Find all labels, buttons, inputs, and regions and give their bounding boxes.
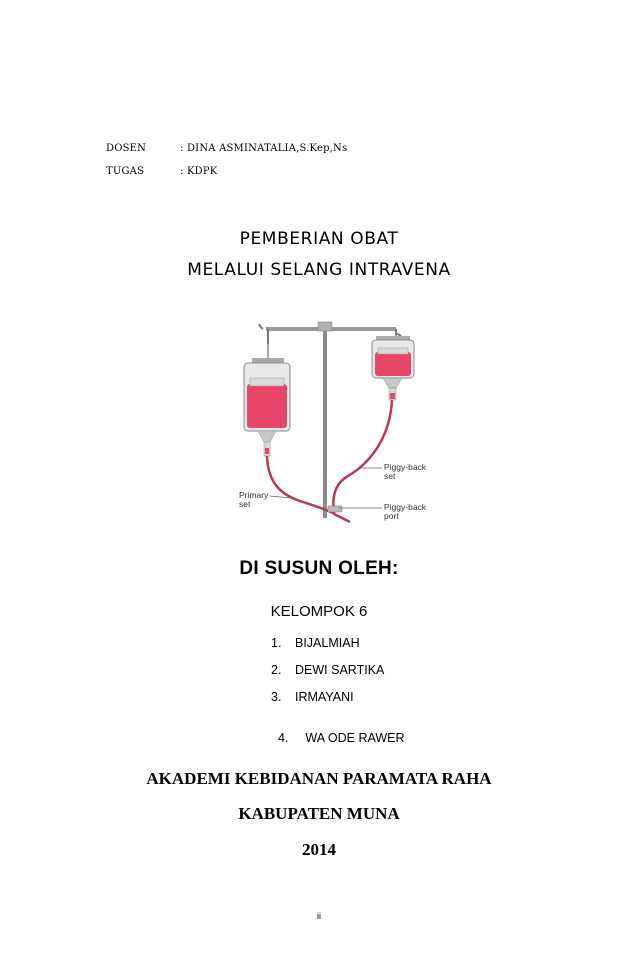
member-3-number: 3.	[271, 690, 282, 704]
piggyback-bag	[372, 340, 414, 400]
institution-region: KABUPATEN MUNA	[238, 804, 400, 823]
institution-name: AKADEMI KEBIDANAN PARAMATA RAHA	[146, 769, 492, 788]
dosen-label: DOSEN	[106, 143, 147, 154]
member-1-name: BIJALMIAH	[295, 636, 360, 650]
member-2-number: 2.	[271, 663, 282, 677]
label-piggy-set-1: Piggy-back	[384, 462, 427, 472]
label-piggy-port-2: port	[384, 511, 399, 521]
member-3-name: IRMAYANI	[295, 690, 354, 704]
member-4	[271, 717, 405, 745]
member-2	[271, 663, 384, 677]
member-4-name: WA ODE RAWER	[301, 731, 405, 745]
label-primary-1: Primary	[239, 490, 269, 500]
tugas-label: TUGAS	[106, 166, 145, 177]
member-4-number: 4.	[277, 731, 289, 745]
piggyback-tubing	[333, 400, 392, 514]
label-piggy-port-1: Piggy-back	[384, 502, 427, 512]
institution-year: 2014	[302, 840, 336, 859]
dosen-value: : DINA ASMINATALIA,S.Kep,Ns	[180, 143, 348, 154]
title-line-2: MELALUI SELANG INTRAVENA	[187, 260, 451, 280]
label-piggy-set-2: set	[384, 471, 396, 481]
title-line-1: PEMBERIAN OBAT	[239, 229, 399, 249]
member-2-name: DEWI SARTIKA	[295, 663, 385, 677]
label-primary-2: set	[239, 499, 251, 509]
authors-heading: DI SUSUN OLEH:	[239, 558, 399, 579]
member-3	[271, 690, 354, 704]
member-1	[271, 636, 360, 650]
iv-piggyback-illustration	[230, 318, 450, 528]
tugas-value: : KDPK	[180, 166, 218, 177]
group-name: KELOMPOK 6	[270, 603, 368, 620]
page-number: ii	[317, 911, 321, 921]
primary-bag	[244, 363, 290, 456]
member-1-number: 1.	[271, 636, 282, 650]
iv-pole	[323, 328, 327, 518]
